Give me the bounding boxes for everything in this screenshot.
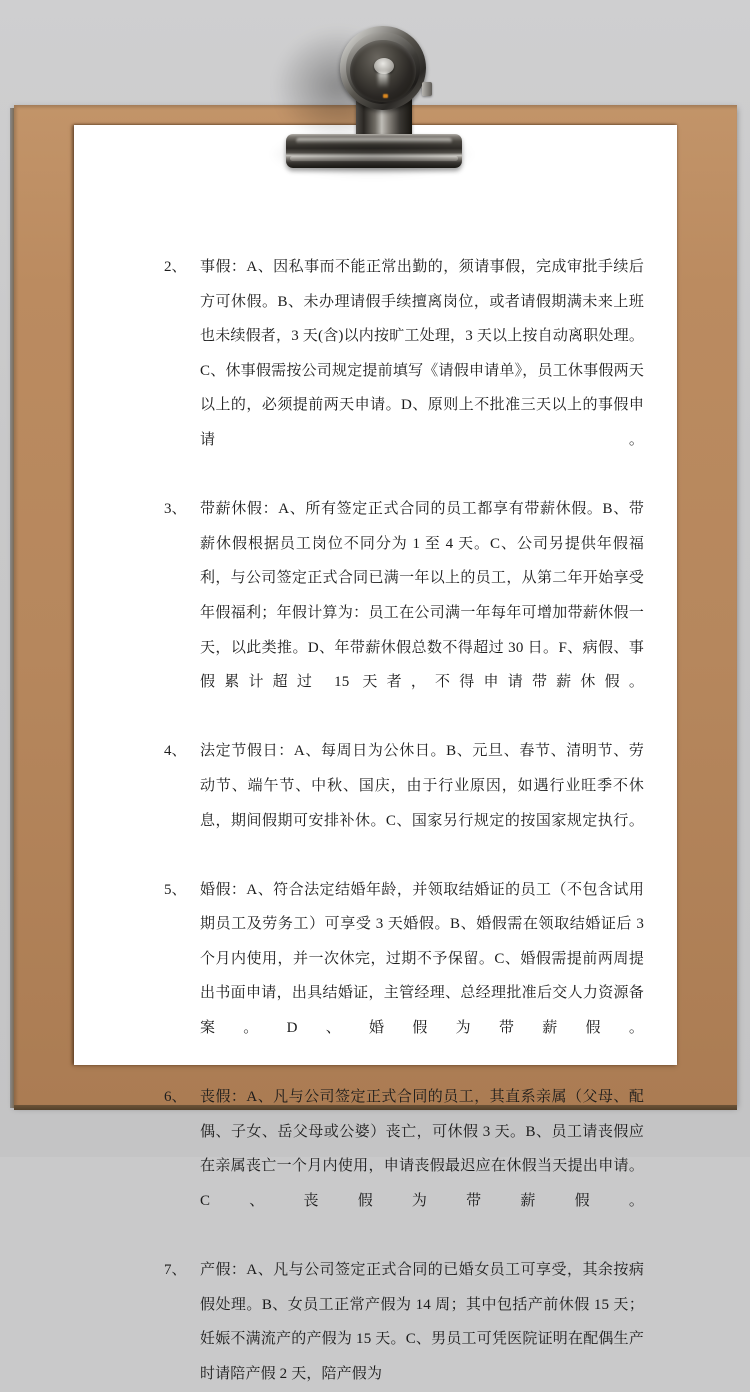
list-item [164, 1253, 644, 1391]
clip-wall-shadow [272, 26, 392, 146]
list-item-number: 3、 [164, 501, 187, 518]
list-item-text: 婚假：A、符合法定结婚年龄，并领取结婚证的员工（不包含试用期员工及劳务工）可享受 3 天婚假。B、婚假需在领取结婚证后 3 个月内使用，并一次休完，过期不予保留。C、婚假需提前两周提出书面申请，出具结婚证，主管经理、总经理批准后交人力资源备案。D、婚假为带薪假。 [200, 881, 644, 1037]
list-item-text: 丧假：A、凡与公司签定正式合同的员工，其直系亲属（父母、配偶、子女、岳父母或公婆）丧亡，可休假 3 天。B、员工请丧假应在亲属丧亡一个月内使用，申请丧假最迟应在休假当天提出申请。C、丧假为带薪假。 [200, 1089, 644, 1210]
list-item-number: 2、 [164, 259, 187, 275]
document-body [164, 250, 644, 1392]
list-item-text: 事假：A、因私事而不能正常出勤的，须请事假，完成审批手续后方可休假。B、未办理请假手续擅离岗位，或者请假期满未来上班也未续假者，3 天(含)以内按旷工处理，3 天以上按自动离职处理。C、休事假需按公司规定提前填写《请假申请单》，员工休事假两天以上的，必须提前两天申请。D、原则上不批准三天以上的事假申请。 [200, 259, 644, 448]
list-item [164, 873, 644, 1081]
list-item-text: 法定节假日：A、每周日为公休日。B、元旦、春节、清明节、劳动节、端午节、中秋、国庆，由于行业原因，如遇行业旺季不休息，期间假期可安排补休。C、国家另行规定的按国家规定执行。 [200, 743, 644, 829]
paper-sheet [74, 125, 677, 1382]
clipboard-left-edge [10, 108, 14, 1108]
list-item-number: 6、 [164, 1089, 187, 1106]
list-item [164, 734, 644, 872]
list-item-number: 7、 [164, 1262, 187, 1279]
list-item-number: 5、 [164, 881, 187, 898]
document-page [74, 125, 677, 1382]
list-item-text: 带薪休假：A、所有签定正式合同的员工都享有带薪休假。B、带薪休假根据员工岗位不同分为 1 至 4 天。C、公司另提供年假福利，与公司签定正式合同已满一年以上的员工，从第二年开始享受年假福利；年假计算为：员工在公司满一年每年可增加带薪休假一天，以此类推。D、年带薪休假总数不得超过 30 日。F、病假、事假累计超过 15 天者，不得申请带薪休假。 [200, 501, 644, 691]
list-item-number: 4、 [164, 743, 187, 760]
clipboard-board [14, 105, 737, 1382]
list-item [164, 492, 644, 734]
clip-side-pin [422, 82, 432, 96]
clip-paper-shadow [272, 140, 472, 176]
list-item-text: 产假：A、凡与公司签定正式合同的已婚女员工可享受，其余按病假处理。B、女员工正常产假为 14 周；其中包括产前休假 15 天；妊娠不满流产的产假为 15 天。C、男员工可凭医院证明在配偶生产时请陪产假 2 天，陪产假为 [200, 1262, 644, 1382]
list-item [164, 1080, 644, 1253]
list-item [164, 250, 644, 492]
